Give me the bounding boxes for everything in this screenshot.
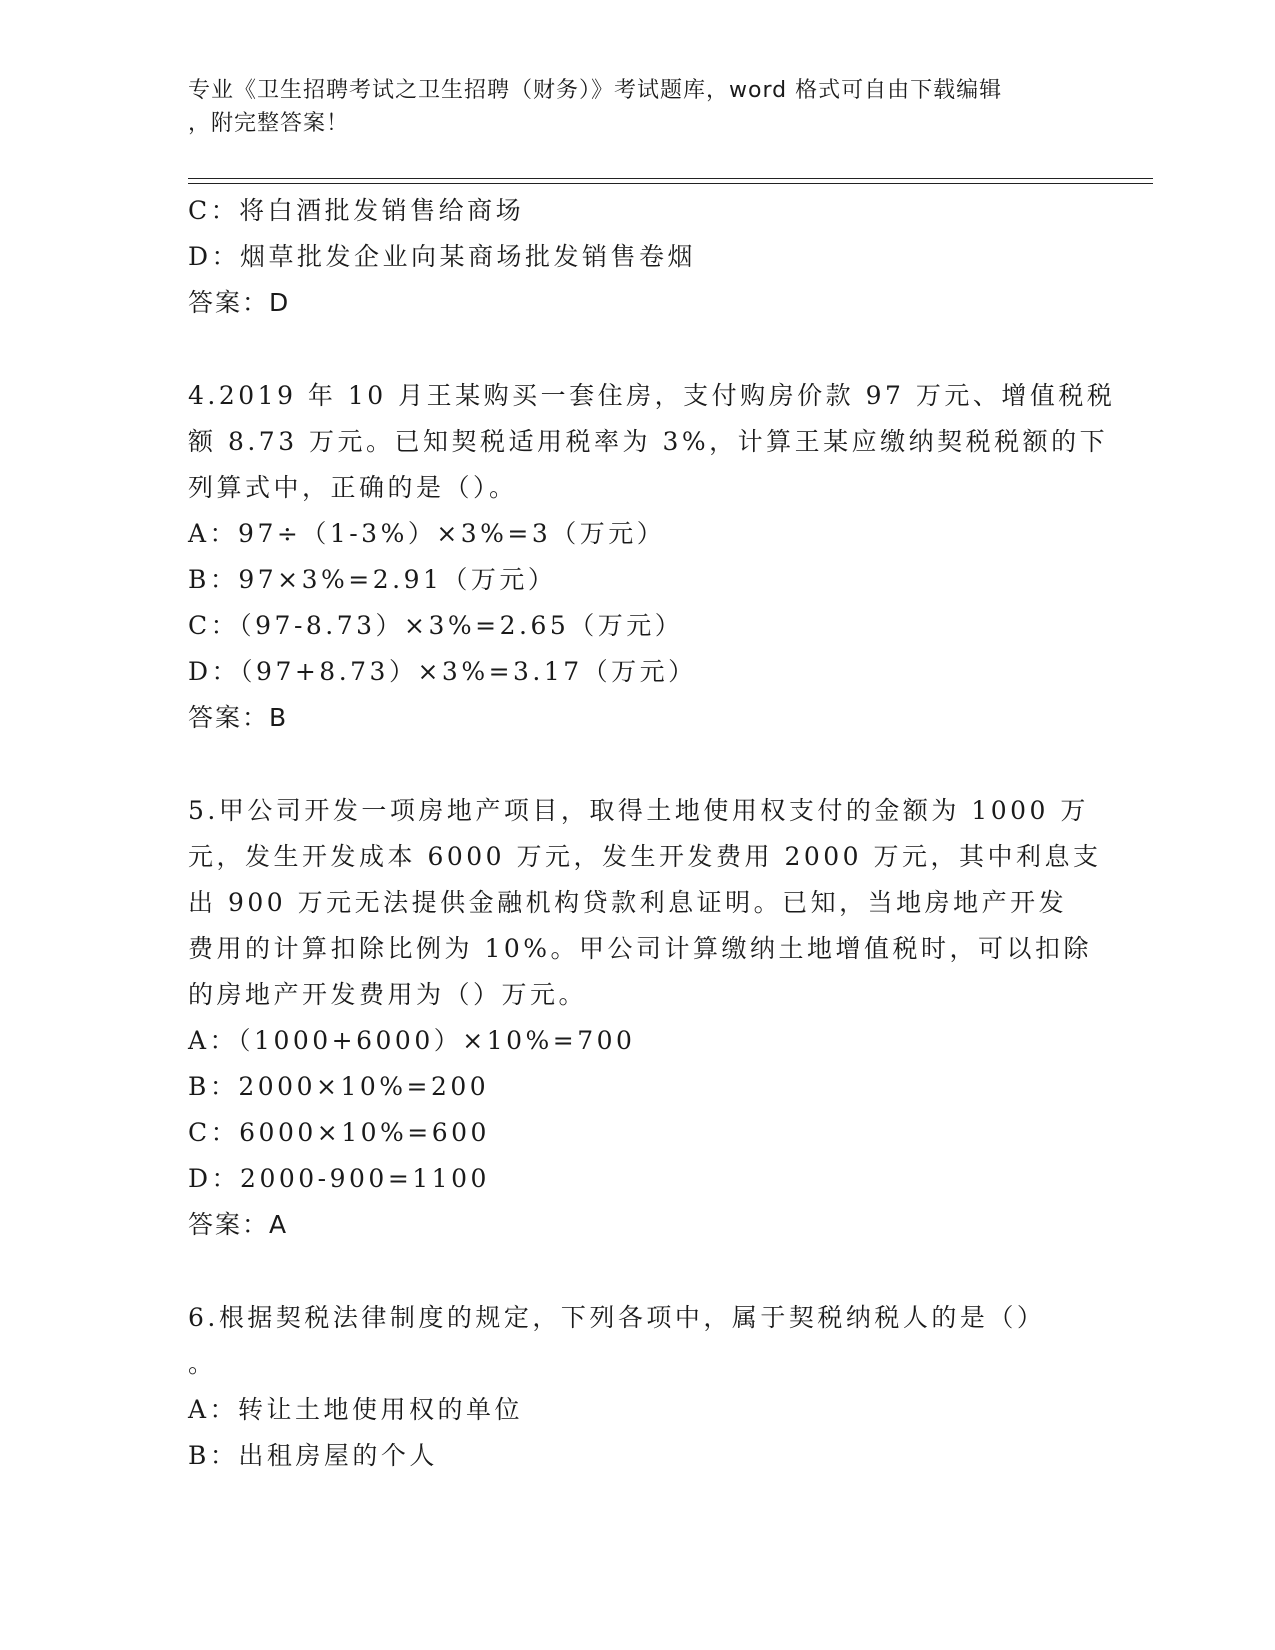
stem-line: 费用的计算扣除比例为 10%。甲公司计算缴纳土地增值税时，可以扣除 — [188, 934, 1093, 963]
option-b: B：出租房屋的个人 — [188, 1441, 438, 1470]
document-header — [188, 74, 1088, 140]
stem-line: 列算式中，正确的是（）。 — [188, 473, 518, 502]
header-line-1: 专业《卫生招聘考试之卫生招聘（财务）》考试题库，word 格式可自由下载编辑 — [188, 78, 1003, 103]
stem-line: 元，发生开发成本 6000 万元，发生开发费用 2000 万元，其中利息支 — [188, 842, 1102, 871]
option-a: A：（1000+6000）×10%=700 — [188, 1026, 636, 1055]
question-6 — [188, 1295, 1088, 1479]
question-4 — [188, 373, 1116, 741]
stem-line: 的房地产开发费用为（）万元。 — [188, 980, 588, 1009]
option-a: A：转让土地使用权的单位 — [188, 1395, 524, 1424]
option-c: C：将白酒批发销售给商场 — [188, 196, 525, 225]
question-stem — [188, 788, 1102, 1018]
question-5 — [188, 788, 1102, 1248]
option-d: D：（97+8.73）×3%=3.17（万元） — [188, 657, 697, 686]
stem-line: 6.根据契税法律制度的规定，下列各项中，属于契税纳税人的是（） — [188, 1303, 1046, 1332]
stem-line: 5.甲公司开发一项房地产项目，取得土地使用权支付的金额为 1000 万 — [188, 796, 1089, 825]
option-c: C：（97-8.73）×3%=2.65（万元） — [188, 611, 684, 640]
header-rule-top — [188, 178, 1153, 179]
document-body — [188, 188, 1116, 1479]
answer-line: 答案：A — [188, 1210, 289, 1239]
stem-line: 出 900 万元无法提供金融机构贷款利息证明。已知，当地房地产开发 — [188, 888, 1068, 917]
stem-line: 4.2019 年 10 月王某购买一套住房，支付购房价款 97 万元、增值税税 — [188, 381, 1116, 410]
question-stem — [188, 1295, 1088, 1387]
option-c: C：6000×10%=600 — [188, 1118, 490, 1147]
stem-line: 额 8.73 万元。已知契税适用税率为 3%，计算王某应缴纳契税税额的下 — [188, 427, 1109, 456]
question-3-tail — [188, 188, 1088, 326]
stem-line: 。 — [188, 1349, 217, 1378]
header-rule-bottom — [188, 183, 1153, 184]
header-line-2: ，附完整答案！ — [188, 111, 350, 136]
option-b: B：2000×10%=200 — [188, 1072, 490, 1101]
answer-line: 答案：D — [188, 288, 291, 317]
option-a: A：97÷（1-3%）×3%=3（万元） — [188, 519, 666, 548]
option-d: D：2000-900=1100 — [188, 1164, 490, 1193]
option-d: D：烟草批发企业向某商场批发销售卷烟 — [188, 242, 697, 271]
question-stem — [188, 373, 1116, 511]
option-b: B：97×3%=2.91（万元） — [188, 565, 557, 594]
answer-line: 答案：B — [188, 703, 289, 732]
